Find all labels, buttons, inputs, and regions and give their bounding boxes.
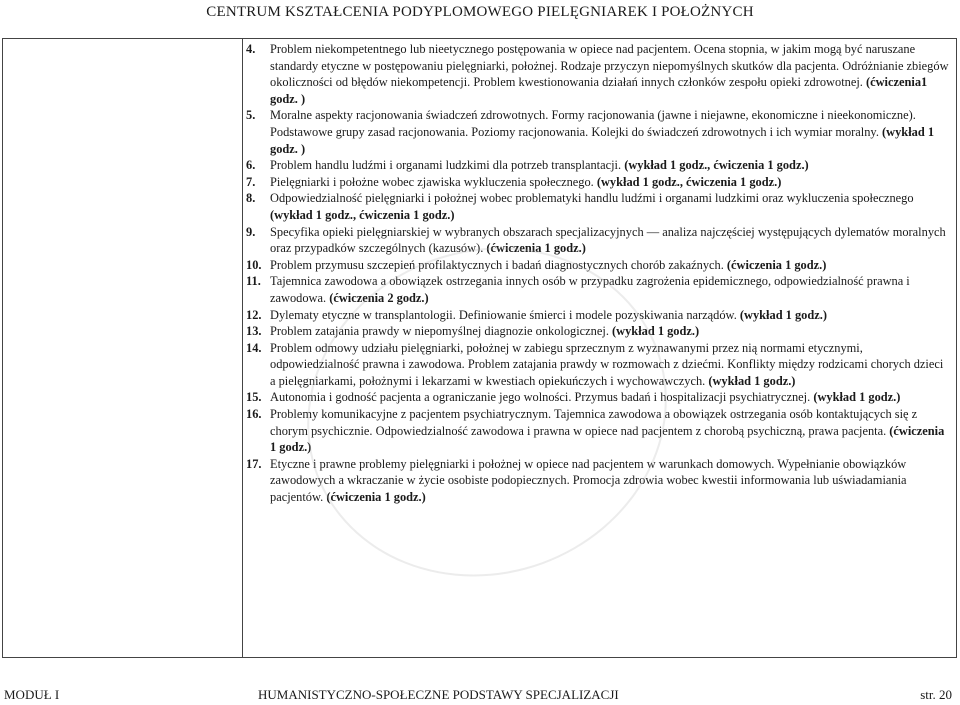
footer-title: HUMANISTYCZNO-SPOŁECZNE PODSTAWY SPECJALIZACJI <box>258 687 619 702</box>
item-description: Etyczne i prawne problemy pielęgniarki i położnej w opiece nad pacjentem w warunkach domowych. Wypełnianie obowiązków zawodowych a wkraczanie w życie osobiste podopiecznych. Promocja zdrowia wobec kwestii informowania lub uświadamiania pacjentów. <box>270 456 907 505</box>
item-hours: (wykład 1 godz. ) <box>270 124 935 156</box>
left-column <box>3 39 243 657</box>
list-item <box>246 340 950 390</box>
item-number: 16. <box>246 407 262 422</box>
item-description: Specyfika opieki pielęgniarskiej w wybranych obszarach specjalizacyjnych — analiza najczęściej występujących dylematów moralnych oraz przypadków szczególnych (kazusów). <box>270 224 946 256</box>
item-description: Problem handlu ludźmi i organami ludzkimi dla potrzeb transplantacji. <box>270 158 625 173</box>
item-text <box>270 190 950 223</box>
footer-module: MODUŁ I <box>4 687 60 702</box>
item-number: 12. <box>246 307 262 322</box>
item-text <box>270 456 950 506</box>
item-text <box>270 323 950 340</box>
item-hours: (wykład 1 godz.) <box>739 307 827 322</box>
item-number: 15. <box>246 390 262 405</box>
list-item <box>246 190 950 223</box>
item-description: Problem zatajania prawdy w niepomyślnej diagnozie onkologicznej. <box>270 324 613 339</box>
item-number: 8. <box>246 191 256 206</box>
item-hours: (wykład 1 godz.) <box>813 390 901 405</box>
item-number: 4. <box>246 42 256 56</box>
item-description: Dylematy etyczne w transplantologii. Definiowanie śmierci i modele pozyskiwania narządów. <box>270 307 740 322</box>
item-number: 10. <box>246 257 262 272</box>
list-item <box>246 107 950 157</box>
list-item <box>246 389 950 406</box>
list-item <box>246 174 950 191</box>
item-text <box>270 340 950 390</box>
item-hours: (ćwiczenia 1 godz.) <box>486 241 586 256</box>
item-description: Problem przymusu szczepień profilaktycznych i badań diagnostycznych chorób zakaźnych. <box>270 257 727 272</box>
item-description: Pielęgniarki i położne wobec zjawiska wykluczenia społecznego. <box>270 174 597 189</box>
item-text <box>270 389 950 406</box>
table-frame <box>2 38 957 658</box>
item-description: Problem niekompetentnego lub nieetycznego postępowania w opiece nad pacjentem. Ocena stopnia, w jakim mogą być naruszane standardy etyczne w postępowaniu pielęgniarki, położnej. Rodzaje przyczyn niepomyślnych skutków dla pacjenta. Odróżnianie zbiegów okoliczności od błędów niekompetencji. Problem kwestionowania działań innych członków zespołu opieki zdrowotnej. <box>270 42 949 90</box>
item-hours: (wykład 1 godz.) <box>612 324 700 339</box>
item-text <box>270 224 950 257</box>
header-title: CENTRUM KSZTAŁCENIA PODYPLOMOWEGO PIELĘGNIAREK I POŁOŻNYCH <box>206 4 754 20</box>
list-item <box>246 257 950 274</box>
item-number: 7. <box>246 174 256 189</box>
item-description: Autonomia i godność pacjenta a ograniczanie jego wolności. Przymus badań i hospitalizacji psychiatrycznej. <box>270 390 814 405</box>
item-hours: (ćwiczenia 2 godz.) <box>329 290 429 305</box>
list-item <box>246 273 950 306</box>
item-text <box>270 273 950 306</box>
item-hours: (ćwiczenia 1 godz.) <box>726 257 827 272</box>
item-text <box>270 157 950 174</box>
list-item <box>246 456 950 506</box>
list-item <box>246 406 950 456</box>
item-number: 11. <box>246 274 261 289</box>
item-number: 17. <box>246 456 262 471</box>
item-hours: (ćwiczenia 1 godz.) <box>326 490 426 505</box>
item-number: 14. <box>246 340 262 355</box>
item-number: 13. <box>246 324 262 339</box>
item-description: Problem odmowy udziału pielęgniarki, położnej w zabiegu sprzecznym z wyznawanymi przez nią normami etycznymi, odpowiedzialność prawna i zawodowa. Problem zatajania prawdy w rozmowach z dziećmi. Konflikty między rodzicami chorych dzieci a pielęgniarkami, położnymi i lekarzami w kwestiach opiekuńczych i wychowawczych. <box>270 340 944 388</box>
footer-page-number: str. 20 <box>920 687 952 702</box>
item-text <box>270 307 950 324</box>
item-hours: (wykład 1 godz., ćwiczenia 1 godz.) <box>596 174 782 189</box>
item-text <box>270 107 950 157</box>
item-description: Odpowiedzialność pielęgniarki i położnej wobec problematyki handlu ludźmi i organami ludzkimi oraz wykluczenia społecznego <box>270 191 914 206</box>
item-number: 5. <box>246 108 256 123</box>
item-description: Tajemnica zawodowa a obowiązek ostrzegania innych osób w przypadku zagrożenia epidemicznego, odpowiedzialność prawna i zawodowa. <box>270 274 910 305</box>
page-header <box>0 0 960 28</box>
item-hours: (wykład 1 godz., ćwiczenia 1 godz.) <box>270 207 455 222</box>
item-text <box>270 257 950 274</box>
item-text <box>270 174 950 191</box>
item-description: Moralne aspekty racjonowania świadczeń zdrowotnych. Formy racjonowania (jawne i niejawne, ekonomiczne i nieekonomiczne). Podstawowe grupy zasad racjonowania. Poziomy racjonowania. Kolejki do świadczeń zdrowotnych i ich wymiar moralny. <box>270 108 916 139</box>
list-item <box>246 323 950 340</box>
item-hours: (ćwiczenia1 godz. ) <box>270 75 928 106</box>
content-cell <box>246 41 950 506</box>
item-number: 6. <box>246 158 256 173</box>
item-hours: (wykład 1 godz.) <box>708 373 796 388</box>
item-hours: (ćwiczenia 1 godz.) <box>270 423 945 455</box>
item-number: 9. <box>246 224 256 239</box>
list-item <box>246 41 950 107</box>
item-hours: (wykład 1 godz., ćwiczenia 1 godz.) <box>624 158 809 173</box>
item-text <box>270 41 950 107</box>
page-footer <box>0 686 960 704</box>
item-description: Problemy komunikacyjne z pacjentem psychiatrycznym. Tajemnica zawodowa a obowiązek ostrzegania osób kontaktujących się z chorym psychicznie. Odpowiedzialność zawodowa i prawna w opiece nad pacjentem z chorobą psychiczną, prawa pacjenta. <box>270 407 918 438</box>
item-text <box>270 406 950 456</box>
list-item <box>246 224 950 257</box>
list-item <box>246 157 950 174</box>
list-item <box>246 307 950 324</box>
